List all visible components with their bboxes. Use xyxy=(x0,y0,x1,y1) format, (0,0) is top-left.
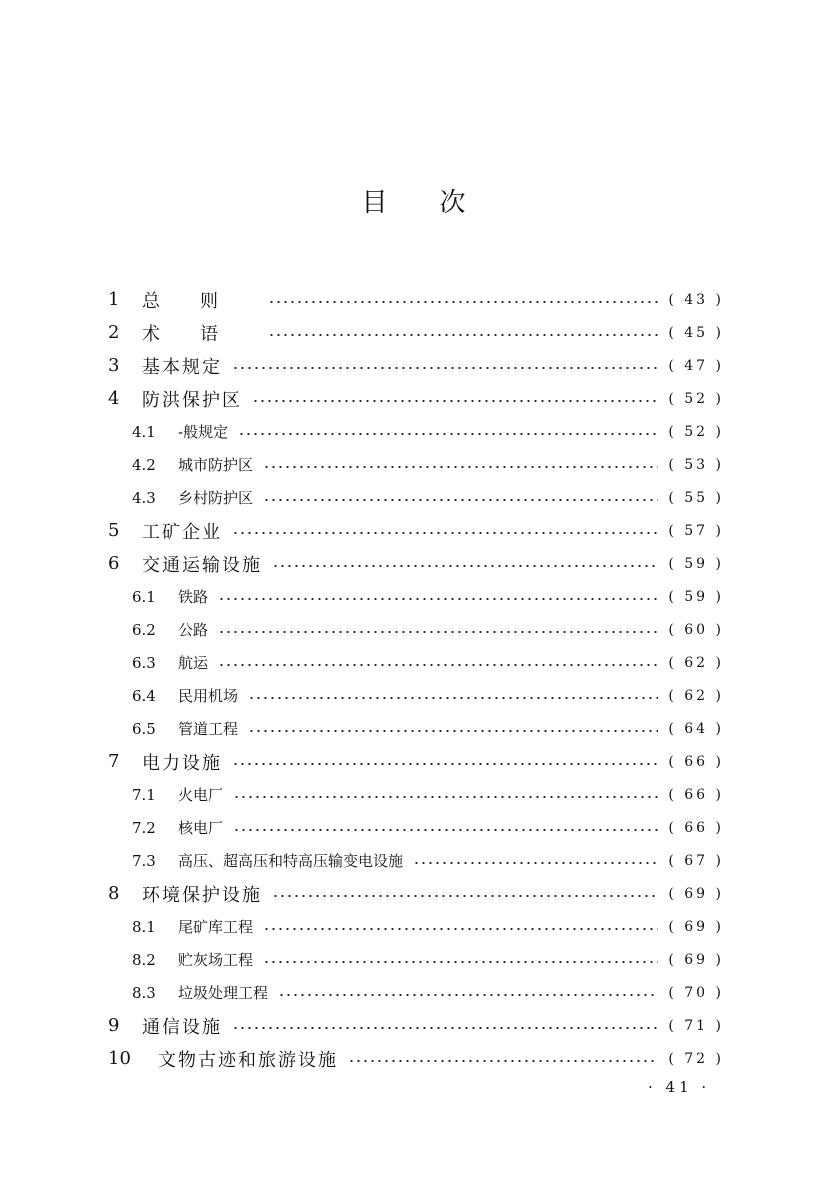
toc-entry-number: 2 xyxy=(108,322,120,343)
dot-leader xyxy=(252,400,658,402)
dot-leader xyxy=(268,301,658,303)
toc-entry-title: 核电厂 xyxy=(178,819,224,837)
dot-leader xyxy=(263,466,658,468)
toc-entry-page: ( 52 ) xyxy=(668,423,724,440)
toc-entry xyxy=(108,745,724,778)
dot-leader xyxy=(238,433,658,435)
toc-entry-title: 铁路 xyxy=(178,588,209,606)
dot-leader xyxy=(232,1027,658,1029)
toc-entry-number: 6.2 xyxy=(132,620,156,639)
toc-entry xyxy=(108,910,724,943)
toc-entry-page: ( 72 ) xyxy=(668,1050,724,1067)
toc-entry xyxy=(108,514,724,547)
page-number: · 41 · xyxy=(648,1078,711,1096)
dot-leader xyxy=(263,499,658,501)
toc-entry xyxy=(108,844,724,877)
toc-entry-title: 防洪保护区 xyxy=(142,389,242,411)
toc-entry xyxy=(108,382,724,415)
toc-entry-number: 4.3 xyxy=(132,488,156,507)
toc-entry-page: ( 67 ) xyxy=(668,852,724,869)
toc-entry-number: 7 xyxy=(108,751,120,772)
toc-entry xyxy=(108,316,724,349)
toc-entry-page: ( 57 ) xyxy=(668,522,724,539)
toc-entry-number: 8.3 xyxy=(132,983,156,1002)
toc-entry-page: ( 62 ) xyxy=(668,687,724,704)
toc-entry-page: ( 69 ) xyxy=(668,918,724,935)
toc-entry-page: ( 60 ) xyxy=(668,621,724,638)
toc-entry-number: 6.3 xyxy=(132,653,156,672)
dot-leader xyxy=(248,730,658,732)
toc-entry-title: -般规定 xyxy=(178,423,229,441)
toc-entry-page: ( 62 ) xyxy=(668,654,724,671)
toc-entry xyxy=(108,547,724,580)
toc-entry xyxy=(108,712,724,745)
toc-entry-title: 高压、超高压和特高压输变电设施 xyxy=(178,852,404,870)
toc-entry-title: 垃圾处理工程 xyxy=(178,984,269,1002)
toc-entry-number: 6 xyxy=(108,553,120,574)
toc-entry-title: 文物古迹和旅游设施 xyxy=(158,1049,338,1071)
toc-entry xyxy=(108,1042,724,1075)
toc-entry-page: ( 45 ) xyxy=(668,324,724,341)
toc-entry xyxy=(108,415,724,448)
toc-entry-title: 交通运输设施 xyxy=(142,554,262,576)
toc-entry-title: 基本规定 xyxy=(142,356,222,378)
toc-entry-title: 环境保护设施 xyxy=(142,884,262,906)
toc-entry-number: 7.3 xyxy=(132,851,156,870)
toc-entry xyxy=(108,580,724,613)
toc-entry-page: ( 53 ) xyxy=(668,456,724,473)
toc-entry-title: 民用机场 xyxy=(178,687,239,705)
toc-entry xyxy=(108,811,724,844)
toc-entry xyxy=(108,481,724,514)
toc-entry xyxy=(108,877,724,910)
toc-entry-number: 7.1 xyxy=(132,785,156,804)
toc-entry-number: 6.5 xyxy=(132,719,156,738)
toc-entry-title: 总则 xyxy=(142,290,258,312)
toc-entry-number: 10 xyxy=(108,1048,131,1069)
toc-entry-page: ( 66 ) xyxy=(668,753,724,770)
dot-leader xyxy=(232,367,658,369)
dot-leader xyxy=(232,532,658,534)
dot-leader xyxy=(218,631,658,633)
toc-entry xyxy=(108,646,724,679)
toc-entry-title: 贮灰场工程 xyxy=(178,951,254,969)
toc-entry-page: ( 52 ) xyxy=(668,390,724,407)
toc-entry-number: 4.1 xyxy=(132,422,156,441)
toc-entry xyxy=(108,613,724,646)
toc-entry xyxy=(108,976,724,1009)
toc-entry-title: 术语 xyxy=(142,323,258,345)
toc-entry-title: 火电厂 xyxy=(178,786,224,804)
toc-entry-page: ( 55 ) xyxy=(668,489,724,506)
dot-leader xyxy=(268,334,658,336)
dot-leader xyxy=(348,1060,658,1062)
toc-entry-title: 工矿企业 xyxy=(142,521,222,543)
toc-entry-page: ( 70 ) xyxy=(668,984,724,1001)
dot-leader xyxy=(232,763,658,765)
toc-entry xyxy=(108,1009,724,1042)
toc-entry-page: ( 47 ) xyxy=(668,357,724,374)
toc-entry-number: 8.2 xyxy=(132,950,156,969)
toc-entry-title: 电力设施 xyxy=(142,752,222,774)
dot-leader xyxy=(272,895,658,897)
toc-entry-number: 6.4 xyxy=(132,686,156,705)
toc-entry xyxy=(108,283,724,316)
toc-entry-page: ( 59 ) xyxy=(668,588,724,605)
toc-entry-number: 7.2 xyxy=(132,818,156,837)
toc-entry xyxy=(108,349,724,382)
dot-leader xyxy=(263,961,658,963)
dot-leader xyxy=(263,928,658,930)
dot-leader xyxy=(218,664,658,666)
toc-entry xyxy=(108,778,724,811)
toc-entry-title: 尾矿库工程 xyxy=(178,918,254,936)
toc-entry-page: ( 64 ) xyxy=(668,720,724,737)
toc-entry-title: 通信设施 xyxy=(142,1016,222,1038)
toc-entry-page: ( 66 ) xyxy=(668,786,724,803)
toc-entry-number: 8.1 xyxy=(132,917,156,936)
dot-leader xyxy=(233,829,658,831)
toc-entry xyxy=(108,679,724,712)
toc-entry-page: ( 59 ) xyxy=(668,555,724,572)
dot-leader xyxy=(233,796,658,798)
toc-entry-title: 乡村防护区 xyxy=(178,489,254,507)
toc-entry-number: 5 xyxy=(108,520,120,541)
toc-entry-number: 8 xyxy=(108,883,120,904)
page-title: 目次 xyxy=(361,188,518,218)
toc-entry-page: ( 69 ) xyxy=(668,885,724,902)
toc-entry-number: 6.1 xyxy=(132,587,156,606)
dot-leader xyxy=(272,565,658,567)
dot-leader xyxy=(218,598,658,600)
dot-leader xyxy=(278,994,658,996)
toc-entry-title: 城市防护区 xyxy=(178,456,254,474)
toc-entry-number: 3 xyxy=(108,355,120,376)
toc-entry-number: 1 xyxy=(108,289,120,310)
dot-leader xyxy=(248,697,658,699)
dot-leader xyxy=(413,862,658,864)
toc-entry-title: 航运 xyxy=(178,654,209,672)
toc-entry-title: 管道工程 xyxy=(178,720,239,738)
toc-entry xyxy=(108,448,724,481)
toc-entry-page: ( 43 ) xyxy=(668,291,724,308)
toc-entry-number: 4.2 xyxy=(132,455,156,474)
toc-entry-page: ( 66 ) xyxy=(668,819,724,836)
toc-entry xyxy=(108,943,724,976)
toc-entry-number: 9 xyxy=(108,1015,120,1036)
toc-entry-title: 公路 xyxy=(178,621,209,639)
toc-entry-page: ( 69 ) xyxy=(668,951,724,968)
toc-entry-number: 4 xyxy=(108,388,120,409)
toc-entry-page: ( 71 ) xyxy=(668,1017,724,1034)
